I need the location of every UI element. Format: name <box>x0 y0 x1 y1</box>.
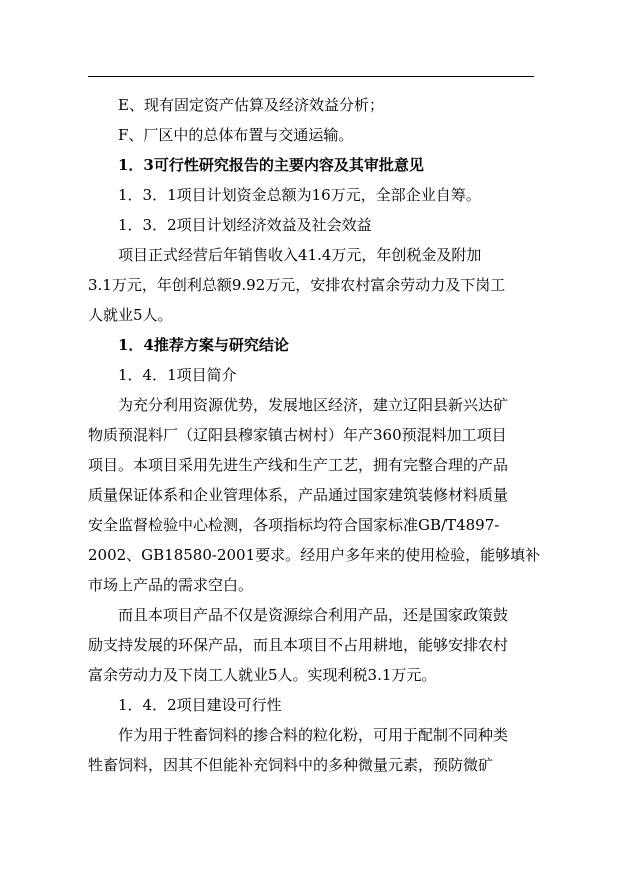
paragraph-line: 项目。本项目采用先进生产线和生产工艺，拥有完整合理的产品 <box>88 456 509 474</box>
paragraph-line: 牲畜饲料，因其不但能补充饲料中的多种微量元素，预防微矿 <box>88 756 494 774</box>
subsection-1-3-2: 1．3．2项目计划经济效益及社会效益 <box>118 216 372 234</box>
paragraph-line: 质量保证体系和企业管理体系，产品通过国家建筑装修材料质量 <box>88 486 509 504</box>
paragraph-line: 而且本项目产品不仅是资源综合利用产品，还是国家政策鼓 <box>118 606 509 624</box>
header-rule <box>88 76 534 77</box>
list-item-e: E、现有固定资产估算及经济效益分析； <box>118 96 384 114</box>
paragraph-line: 2002、GB18580-2001要求。经用户多年来的使用检验，能够填补 <box>88 546 541 564</box>
paragraph-line: 物质预混料厂（辽阳县穆家镇古树村）年产360预混料加工项目 <box>88 426 507 444</box>
subsection-1-4-1: 1．4．1项目简介 <box>118 366 237 384</box>
paragraph-line: 人就业5人。 <box>88 306 173 324</box>
document-body <box>88 90 541 780</box>
paragraph-line: 为充分利用资源优势，发展地区经济，建立辽阳县新兴达矿 <box>118 396 509 414</box>
paragraph-line: 3.1万元，年创利总额9.92万元，安排农村富余劳动力及下岗工 <box>88 276 506 294</box>
subsection-1-4-2: 1．4．2项目建设可行性 <box>118 696 282 714</box>
paragraph-line: 励支持发展的环保产品，而且本项目不占用耕地，能够安排农村 <box>88 636 509 654</box>
subsection-1-3-1: 1．3．1项目计划资金总额为16万元，全部企业自筹。 <box>118 186 481 204</box>
paragraph-line: 市场上产品的需求空白。 <box>88 576 254 594</box>
section-heading-1-4: 1．4推荐方案与研究结论 <box>118 336 289 354</box>
paragraph-line: 富余劳动力及下岗工人就业5人。实现利税3.1万元。 <box>88 666 437 684</box>
paragraph-line: 安全监督检验中心检测，各项指标均符合国家标准GB/T4897- <box>88 516 500 534</box>
paragraph-line: 作为用于牲畜饲料的掺合料的粒化粉，可用于配制不同种类 <box>118 726 509 744</box>
section-heading-1-3: 1．3可行性研究报告的主要内容及其审批意见 <box>118 156 424 174</box>
list-item-f: F、厂区中的总体布置与交通运输。 <box>118 126 354 144</box>
paragraph-line: 项目正式经营后年销售收入41.4万元，年创税金及附加 <box>118 246 482 264</box>
